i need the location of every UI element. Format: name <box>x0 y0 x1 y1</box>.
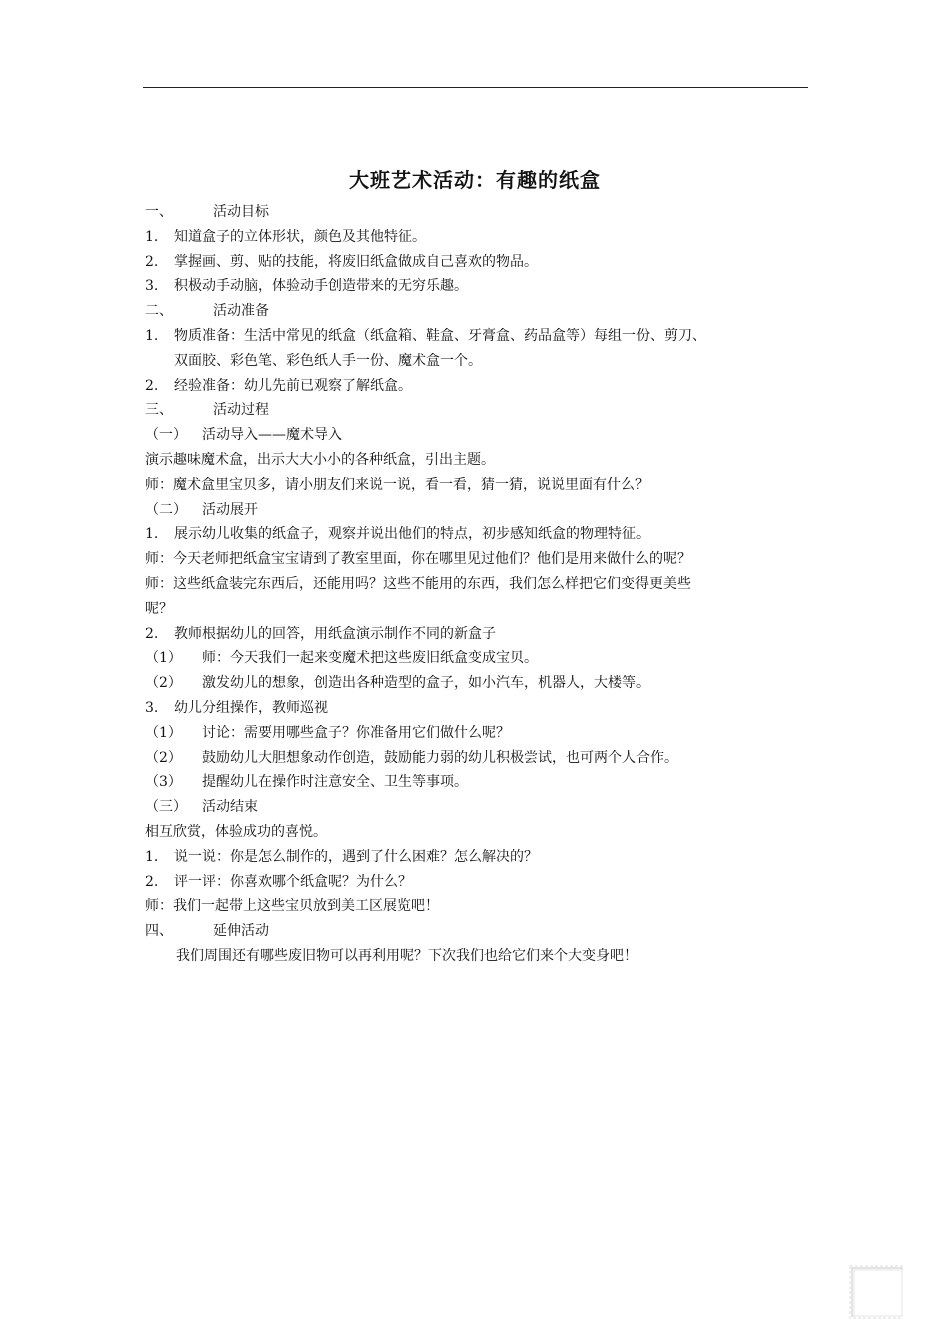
section-marker: 二、 <box>145 303 173 320</box>
list-item <box>145 250 825 275</box>
section-marker: 三、 <box>145 402 173 419</box>
subsection-marker: （三） <box>145 799 187 816</box>
list-item-continuation: 双面胶、彩色笔、彩色纸人手一份、魔术盒一个。 <box>174 352 482 369</box>
sub-list-item <box>145 746 825 771</box>
item-number: 2. <box>145 253 159 270</box>
paragraph: 相互欣赏，体验成功的喜悦。 <box>145 823 327 840</box>
item-text: 知道盒子的立体形状，颜色及其他特征。 <box>174 228 426 245</box>
sub-list-item <box>145 770 825 795</box>
list-item <box>145 870 825 895</box>
item-number: （1） <box>145 650 182 667</box>
item-number: 1. <box>145 228 159 245</box>
item-text: 激发幼儿的想象，创造出各种造型的盒子，如小汽车，机器人，大楼等。 <box>202 675 650 692</box>
subsection-heading <box>145 423 825 448</box>
subsection-title: 活动结束 <box>202 799 258 816</box>
item-number: （2） <box>145 675 182 692</box>
list-item <box>145 622 825 647</box>
item-number: （3） <box>145 774 182 791</box>
item-number: （2） <box>145 749 182 766</box>
section-title: 活动过程 <box>213 402 269 419</box>
subsection-marker: （一） <box>145 427 187 444</box>
item-text: 展示幼儿收集的纸盒子，观察并说出他们的特点，初步感知纸盒的物理特征。 <box>174 526 650 543</box>
item-text: 说一说：你是怎么制作的，遇到了什么困难？怎么解决的？ <box>174 848 538 865</box>
item-text: 掌握画、剪、贴的技能，将废旧纸盒做成自己喜欢的物品。 <box>174 253 538 270</box>
paragraph-continuation: 呢？ <box>145 600 173 617</box>
paragraph: 师：魔术盒里宝贝多，请小朋友们来说一说，看一看，猜一猜，说说里面有什么？ <box>145 476 649 493</box>
item-number: 3. <box>145 278 159 295</box>
section-heading <box>145 200 825 225</box>
item-text: 物质准备：生活中常见的纸盒（纸盒箱、鞋盒、牙膏盒、药品盒等）每组一份、剪刀、 <box>174 327 706 344</box>
section-title: 活动准备 <box>213 303 269 320</box>
item-text: 经验准备：幼儿先前已观察了解纸盒。 <box>174 377 412 394</box>
list-item <box>145 696 825 721</box>
item-number: 2. <box>145 625 159 642</box>
paragraph: 师：我们一起带上这些宝贝放到美工区展览吧！ <box>145 898 439 915</box>
item-number: 1. <box>145 327 159 344</box>
subsection-heading <box>145 795 825 820</box>
list-item <box>145 845 825 870</box>
section-marker: 四、 <box>145 923 173 940</box>
list-item <box>145 274 825 299</box>
item-text: 教师根据幼儿的回答，用纸盒演示制作不同的新盒子 <box>174 625 496 642</box>
document-title: 大班艺术活动：有趣的纸盒 <box>349 168 601 192</box>
sub-list-item <box>145 646 825 671</box>
item-number: 3. <box>145 699 159 716</box>
section-title: 活动目标 <box>213 204 269 220</box>
list-item <box>145 225 825 250</box>
subsection-title: 活动导入——魔术导入 <box>202 427 342 444</box>
item-text: 鼓励幼儿大胆想象动作创造，鼓励能力弱的幼儿积极尝试，也可两个人合作。 <box>202 749 678 766</box>
section-heading <box>145 919 825 944</box>
paragraph: 我们周围还有哪些废旧物可以再利用呢？下次我们也给它们来个大变身吧！ <box>176 947 638 964</box>
subsection-heading <box>145 498 825 523</box>
section-title: 延伸活动 <box>213 923 269 940</box>
list-item <box>145 324 825 349</box>
sub-list-item <box>145 671 825 696</box>
paragraph: 师：今天老师把纸盒宝宝请到了教室里面，你在哪里见过他们？他们是用来做什么的呢？ <box>145 551 691 568</box>
item-number: 1. <box>145 848 159 865</box>
item-text: 幼儿分组操作，教师巡视 <box>174 699 328 716</box>
item-number: （1） <box>145 724 182 741</box>
list-item <box>145 522 825 547</box>
item-text: 评一评：你喜欢哪个纸盒呢？为什么？ <box>174 873 412 890</box>
section-heading <box>145 398 825 423</box>
header-rule <box>143 87 808 88</box>
item-number: 1. <box>145 526 159 543</box>
item-text: 提醒幼儿在操作时注意安全、卫生等事项。 <box>202 774 468 791</box>
item-text: 讨论：需要用哪些盒子？你准备用它们做什么呢？ <box>202 724 510 741</box>
paragraph: 师：这些纸盒装完东西后，还能用吗？这些不能用的东西，我们怎么样把它们变得更美些 <box>145 575 691 592</box>
item-number: 2. <box>145 873 159 890</box>
section-marker: 一、 <box>145 204 173 220</box>
sub-list-item <box>145 721 825 746</box>
subsection-title: 活动展开 <box>202 501 258 518</box>
section-heading <box>145 299 825 324</box>
item-text: 积极动手动脑，体验动手创造带来的无穷乐趣。 <box>174 278 468 295</box>
paragraph: 演示趣味魔术盒，出示大大小小的各种纸盒，引出主题。 <box>145 451 495 468</box>
list-item <box>145 374 825 399</box>
subsection-marker: （二） <box>145 501 187 518</box>
item-text: 师：今天我们一起来变魔术把这些废旧纸盒变成宝贝。 <box>202 650 538 667</box>
item-number: 2. <box>145 377 159 394</box>
page-corner-mark-icon <box>848 1262 908 1322</box>
document-body <box>145 200 825 969</box>
